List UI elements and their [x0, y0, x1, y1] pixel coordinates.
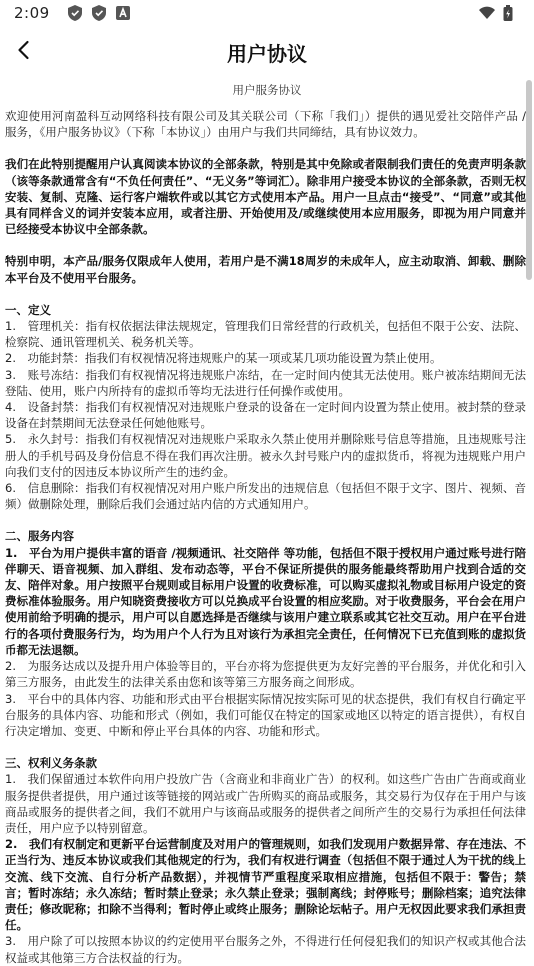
status-left	[14, 4, 132, 22]
notice-paragraph: 我们在此特别提醒用户认真阅读本协议的全部条款，特别是其中免除或者限制我们责任的免责声明条款（该等条款通常含有“不负任何责任”、“无义务”等词汇）。除非用户接受本协议的全部条款，否则无权安装、复制、克隆、运行客户端软件或以其它方式使用本产品。用户一旦点击“接受”、“同意”或其他具有同样含义的词并安装本应用，或者注册、开始使用及/或继续使用本应用服务，即视为用户同意并已经接受本协议中全部条款。	[5, 157, 526, 237]
status-right	[478, 4, 520, 22]
list-item: 4. 设备封禁：指我们有权视情况对违规账户登录的设备在一定时间内设置为禁止使用。被封禁的登录设备在封禁期间无法登录任何她他账号。	[5, 400, 526, 431]
a-icon	[114, 4, 132, 22]
wifi-icon	[478, 4, 496, 22]
list-item: 3. 账号冻结：指我们有权视情况将违规账户冻结，在一定时间内使其无法使用。账户被冻结期间无法登陆、使用，账户内所持有的虚拟币等均无法进行任何操作或使用。	[5, 367, 526, 398]
list-item: 3. 平台中的具体内容、功能和形式由平台根据实际情况按实际可见的状态提供，我们有权自行确定平台服务的具体内容、功能和形式（例如，我们可能仅在特定的国家或地区以特定的语言提供），有权自行决定增加、变更、中断和停止平台具体的内容、功能和形式。	[5, 691, 526, 738]
document-body	[0, 108, 534, 966]
chevron-left-icon	[13, 39, 35, 65]
list-item: 1. 管理机关：指有权依据法律法规规定，管理我们日常经营的行政机关，包括但不限于公安、法院、检察院、通讯管理机关、税务机关等。	[5, 319, 526, 350]
list-item: 3. 用户除了可以按照本协议的约定使用平台服务之外，不得进行任何侵犯我们的知识产权或其他合法权益或其他第三方合法权益的行为。	[5, 934, 526, 965]
app-bar	[0, 26, 534, 78]
scrollbar[interactable]	[526, 80, 532, 280]
section-heading: 一、定义	[5, 302, 51, 317]
list-item: 2. 我们有权制定和更新平台运营制度及对用户的管理规则，如我们发现用户数据异常、存在违法、不正当行为、违反本协议或我们其他规定的行为，我们有权进行调查（包括但不限于通过人为干扰的线上交流、线下交流、自行分析产品数据），并视情节严重程度采取相应措施，包括但不限于：警告；禁言；暂时冻结；永久冻结；暂时禁止登录；永久禁止登录；强制离线；封停账号；删除档案；追究法律责任；修改昵称；扣除不当得利；暂时停止或终止服务；删除论坛帖子。用户无权因此要求我们承担责任。	[5, 837, 526, 933]
list-item: 5. 永久封号：指我们有权视情况对违规账户采取永久禁止使用并删除账号信息等措施，且违规账号注册人的手机号码及身份信息不得在我们再次注册。被永久封号账户内的虚拟货币，将视为违规账户用户向我们支付的因违反本协议所产生的违约金。	[5, 432, 526, 479]
list-item: 2. 为服务达成以及提升用户体验等目的，平台亦将为您提供更为友好完善的平台服务，并优化和引入第三方服务，由此发生的法律关系由您和该等第三方服务商之间形成。	[5, 659, 526, 690]
shield-icon	[90, 4, 108, 22]
shield-icon	[66, 4, 84, 22]
list-item: 2. 功能封禁：指我们有权视情况将违规账户的某一项或某几项功能设置为禁止使用。	[5, 351, 442, 366]
intro-paragraph: 欢迎使用河南盈科互动网络科技有限公司及其关联公司（下称「我们」）提供的遇见爱社交陪伴产品 / 服务，《用户服务协议》（下称「本协议」）由用户与我们共同缔结，具有协议效力。	[5, 109, 526, 140]
section-heading: 三、权利义务条款	[5, 756, 97, 771]
page-title: 用户协议	[227, 41, 307, 66]
agreement-content[interactable]	[0, 78, 534, 965]
status-time: 2:09	[14, 4, 50, 22]
document-subtitle: 用户服务协议	[232, 83, 302, 97]
list-item: 1. 我们保留通过本软件向用户投放广告（含商业和非商业广告）的权利。如这些广告由广告商或商业服务提供者提供，用户通过该等链接的网站或广告所购买的商品或服务，其交易行为仅存在于用户与该商品或服务的提供者之间，我们不就用户与该商品或服务的提供者之间所产生的交易行为承担任何法律责任，用户应予以特别留意。	[5, 772, 526, 835]
section-heading: 二、服务内容	[5, 529, 74, 544]
list-item: 6. 信息删除：指我们有权视情况对用户账户所发出的违规信息（包括但不限于文字、图片、视频、音频）做删除处理，删除后我们会通过站内信的方式通知用户。	[5, 481, 526, 512]
status-bar	[0, 0, 534, 26]
back-button[interactable]	[8, 36, 40, 68]
battery-icon	[502, 4, 520, 22]
age-notice-paragraph: 特别申明，本产品/服务仅限成年人使用，若用户是不满18周岁的未成年人，应主动取消、卸载、删除本平台及不使用平台服务。	[5, 254, 526, 285]
list-item: 1. 平台为用户提供丰富的语音 /视频通讯、社交陪伴 等功能，包括但不限于授权用户通过账号进行陪伴聊天、语音视频、加入群组、发布动态等，平台不保证所提供的服务能最终帮助用户找到合适的交友、陪伴对象。用户按照平台规则或目标用户设置的收费标准，可以购买虚拟礼物或目标用户设定的资费标准体验服务。用户知晓资费接收方可以兑换成平台设置的相应奖励。对于收费服务，平台会在用户使用前给予明确的提示，用户可以自愿选择是否继续与该用户建立联系或其它社交互动。用户在平台进行的各项付费服务行为，均为用户个人行为且对该行为承担完全责任，任何情况下已充值到账的虚拟货币都无法退额。	[5, 545, 526, 657]
